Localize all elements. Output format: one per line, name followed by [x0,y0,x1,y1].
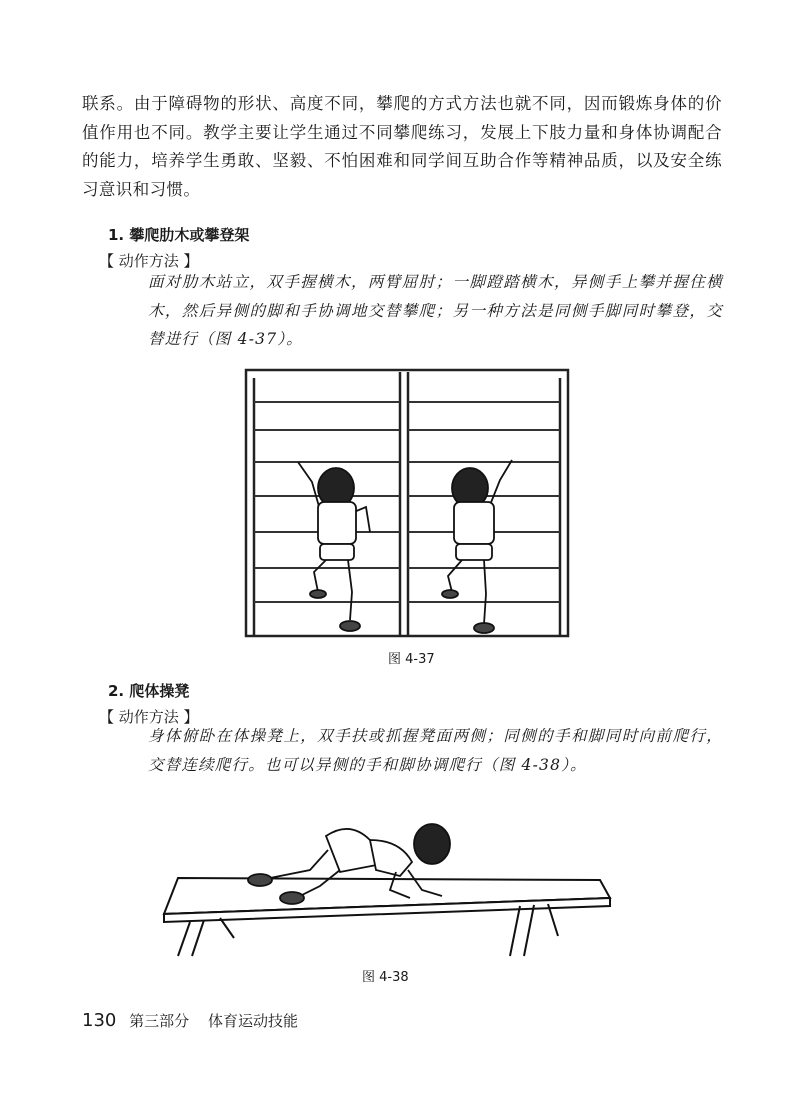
figure-4-37-caption: 图 4-37 [388,652,435,667]
figure-4-38-caption: 图 4-38 [362,970,409,985]
figure-4-38-illustration [160,810,620,960]
page-number: 130 [82,1010,117,1031]
girl-climber [442,460,512,633]
gym-bench [164,878,610,956]
intro-paragraph: 联系。由于障碍物的形状、高度不同，攀爬的方式方法也就不同，因而锻炼身体的价值作用也不同。教学主要让学生通过不同攀爬练习，发展上下肢力量和身体协调配合的能力，培养学生勇敢、坚毅、不怕困难和同学间互助合作等精神品质，以及安全练习意识和习惯。 [82,94,722,199]
figure-4-37-illustration [240,362,580,642]
section-1-heading: 1. 攀爬肋木或攀登架 [108,226,250,244]
section-1-method-label: 【 动作方法 】 [99,252,199,270]
footer-part: 第三部分 [129,1012,190,1030]
section-1-method-text: 面对肋木站立，双手握横木，两臂屈肘；一脚蹬踏横木，异侧手上攀并握住横木，然后异侧的脚和手协调地交替攀爬；另一种方法是同侧手脚同时攀登，交替进行（图 4-37）。 [148,273,723,348]
boy-climber [298,462,370,631]
section-2-heading: 2. 爬体操凳 [108,682,190,700]
footer-chapter: 体育运动技能 [207,1012,298,1030]
page-footer [82,1010,298,1031]
section-2-method-text: 身体俯卧在体操凳上，双手扶或抓握凳面两侧；同侧的手和脚同时向前爬行，交替连续爬行。也可以异侧的手和脚协调爬行（图 4-38）。 [148,727,723,774]
section-2-method-label: 【 动作方法 】 [99,708,199,726]
